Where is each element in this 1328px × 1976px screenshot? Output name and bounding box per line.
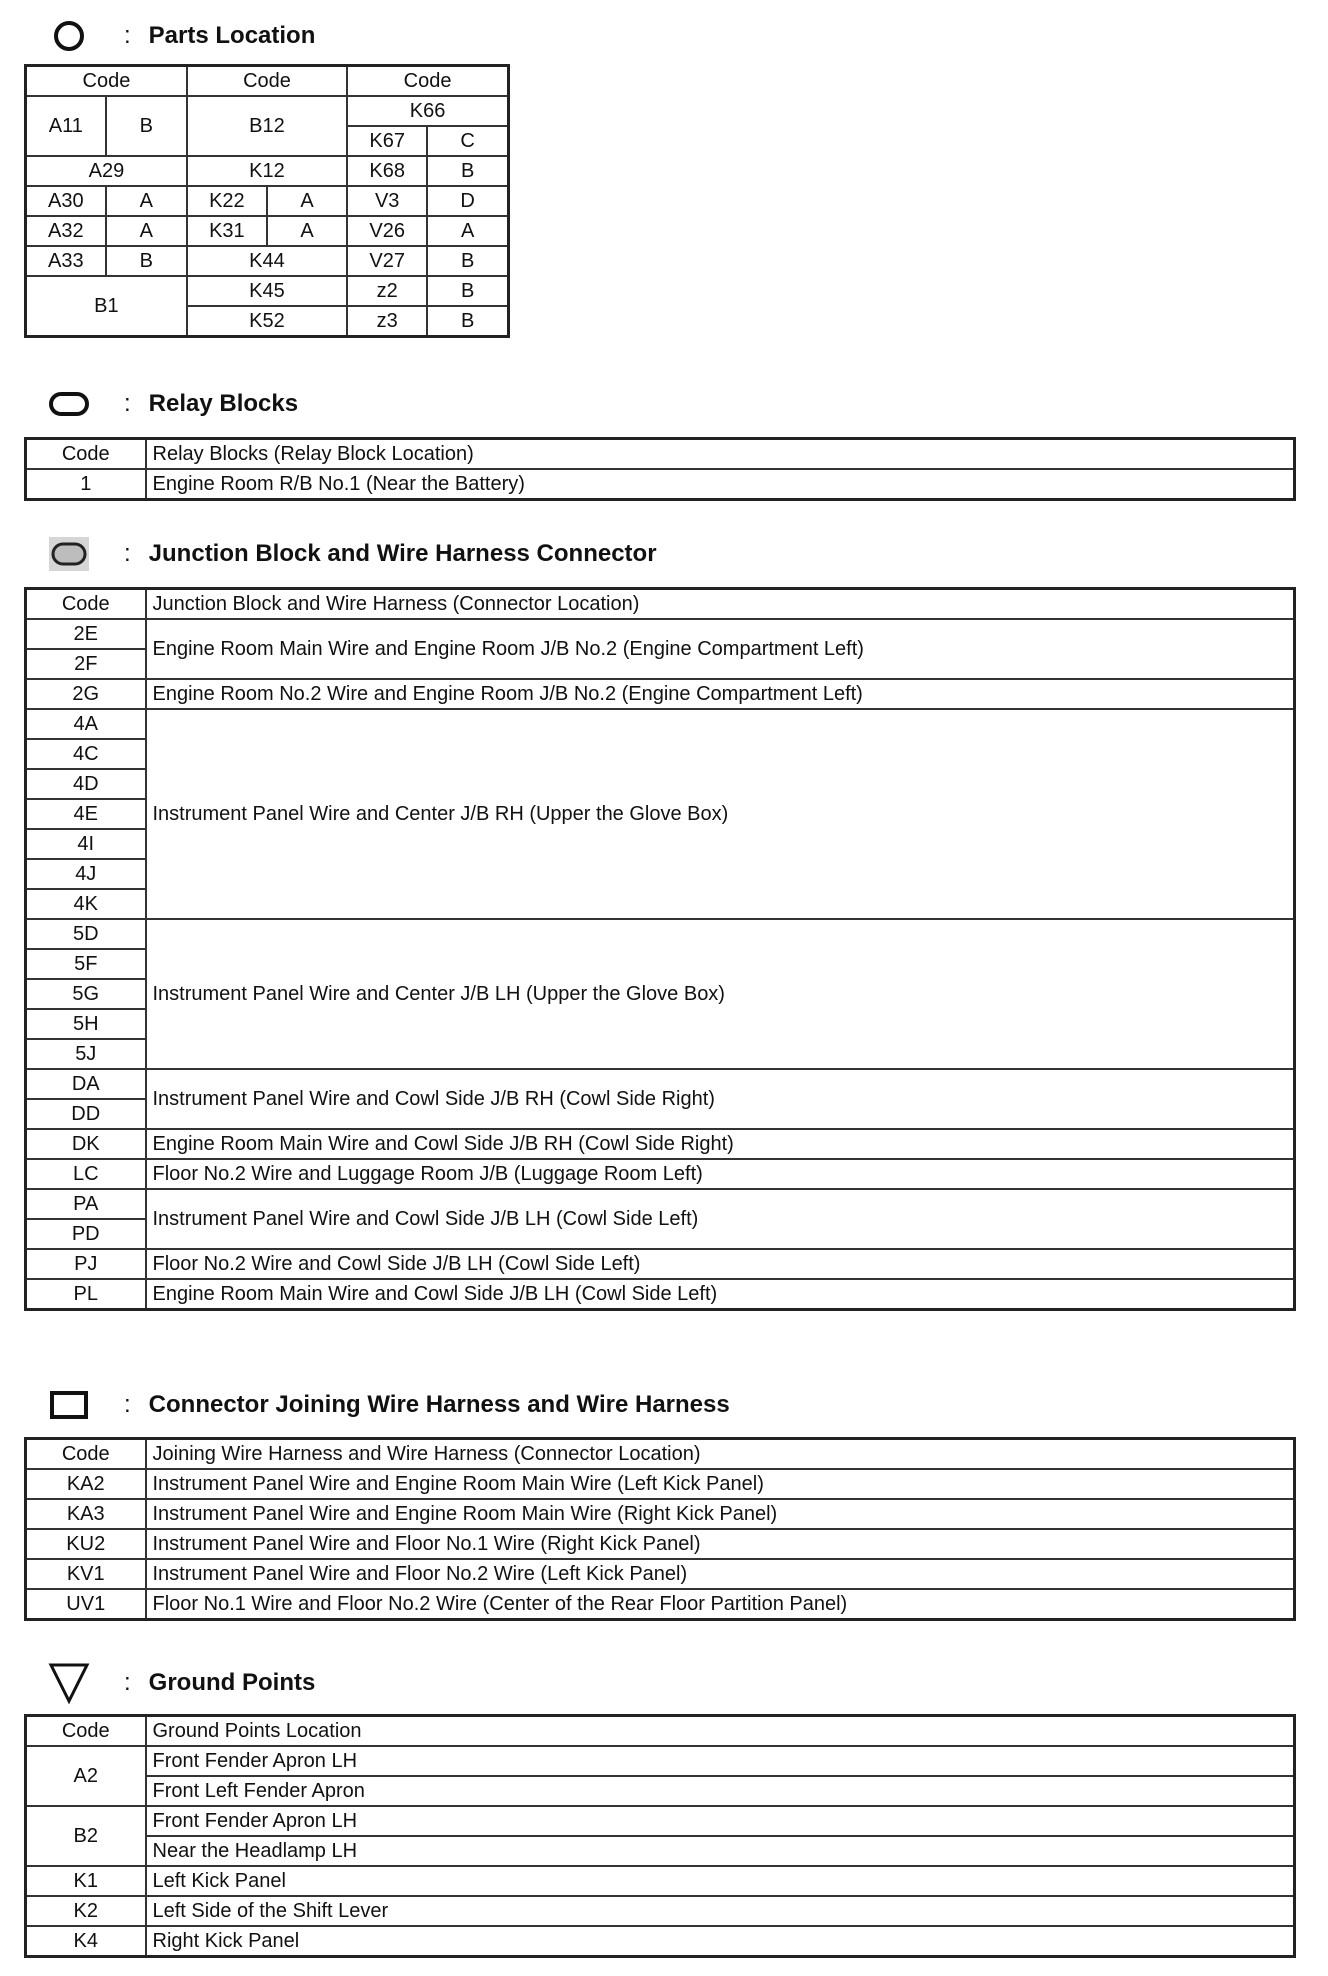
value-cell: A: [106, 186, 187, 216]
value-cell: B: [427, 246, 508, 276]
parts-location-heading: [48, 18, 315, 54]
table-row: [26, 1926, 1295, 1957]
table-row: [26, 619, 1295, 649]
value-cell: C: [427, 126, 508, 156]
relay-blocks-heading: [48, 386, 298, 422]
code-cell: LC: [26, 1159, 146, 1189]
code-cell: DA: [26, 1069, 146, 1099]
table-row: [26, 156, 509, 186]
table-row: [26, 1279, 1295, 1310]
table-row: [26, 679, 1295, 709]
location-cell: Instrument Panel Wire and Engine Room Main Wire (Left Kick Panel): [146, 1469, 1295, 1499]
code-cell: 5D: [26, 919, 146, 949]
code-cell: K45: [187, 276, 347, 306]
table-row: [26, 1559, 1295, 1589]
value-cell: D: [427, 186, 508, 216]
code-cell: 2E: [26, 619, 146, 649]
colon: :: [124, 390, 131, 417]
table-row: [26, 1589, 1295, 1620]
table-row: [26, 1866, 1295, 1896]
value-cell: A: [106, 216, 187, 246]
code-cell: z2: [347, 276, 427, 306]
code-cell: 4E: [26, 799, 146, 829]
table-row: [26, 709, 1295, 739]
code-cell: A30: [26, 186, 106, 216]
code-cell: 4I: [26, 829, 146, 859]
location-cell: Engine Room No.2 Wire and Engine Room J/B No.2 (Engine Compartment Left): [146, 679, 1295, 709]
location-cell: Instrument Panel Wire and Floor No.2 Wire (Left Kick Panel): [146, 1559, 1295, 1589]
location-cell: Right Kick Panel: [146, 1926, 1295, 1957]
section-title: Relay Blocks: [148, 390, 299, 417]
location-cell: Left Kick Panel: [146, 1866, 1295, 1896]
connector-joining-table: [24, 1437, 1296, 1621]
header-cell: Code: [26, 439, 146, 470]
code-cell: PD: [26, 1219, 146, 1249]
location-cell: Left Side of the Shift Lever: [146, 1896, 1295, 1926]
triangle-icon: [48, 1661, 90, 1705]
code-cell: A29: [26, 156, 187, 186]
header-cell: Junction Block and Wire Harness (Connector Location): [146, 589, 1295, 620]
value-cell: A: [267, 216, 347, 246]
table-header-row: [26, 66, 509, 97]
table-row: [26, 1189, 1295, 1219]
table-row: [26, 1896, 1295, 1926]
connector-joining-heading: [48, 1387, 730, 1423]
header-cell: Code: [26, 66, 187, 97]
header-cell: Code: [187, 66, 347, 97]
code-cell: K31: [187, 216, 267, 246]
ground-points-heading: [48, 1661, 315, 1705]
location-cell: Floor No.1 Wire and Floor No.2 Wire (Center of the Rear Floor Partition Panel): [146, 1589, 1295, 1620]
table-row: [26, 1499, 1295, 1529]
rectangle-icon: [48, 1387, 90, 1423]
location-cell: Floor No.2 Wire and Luggage Room J/B (Luggage Room Left): [146, 1159, 1295, 1189]
code-cell: 5J: [26, 1039, 146, 1069]
code-cell: PA: [26, 1189, 146, 1219]
code-cell: DD: [26, 1099, 146, 1129]
code-cell: K66: [347, 96, 508, 126]
code-cell: V26: [347, 216, 427, 246]
code-cell: K67: [347, 126, 427, 156]
table-row: [26, 1469, 1295, 1499]
table-row: [26, 186, 509, 216]
value-cell: B: [427, 276, 508, 306]
location-cell: Engine Room R/B No.1 (Near the Battery): [146, 469, 1295, 500]
location-cell: Engine Room Main Wire and Cowl Side J/B RH (Cowl Side Right): [146, 1129, 1295, 1159]
colon: :: [124, 540, 131, 567]
value-cell: B: [106, 96, 187, 156]
code-cell: V27: [347, 246, 427, 276]
table-row: [26, 276, 509, 306]
table-row: [26, 1129, 1295, 1159]
code-cell: A32: [26, 216, 106, 246]
table-row: [26, 919, 1295, 949]
shaded-oval-icon: [48, 536, 90, 572]
code-cell: 4D: [26, 769, 146, 799]
location-cell: Instrument Panel Wire and Cowl Side J/B RH (Cowl Side Right): [146, 1069, 1295, 1129]
location-cell: Instrument Panel Wire and Floor No.1 Wire (Right Kick Panel): [146, 1529, 1295, 1559]
junction-block-heading: [48, 536, 657, 572]
table-row: [26, 1836, 1295, 1866]
header-cell: Code: [26, 1439, 146, 1470]
section-title: Connector Joining Wire Harness and Wire Harness: [148, 1391, 730, 1418]
location-cell: Floor No.2 Wire and Cowl Side J/B LH (Cowl Side Left): [146, 1249, 1295, 1279]
value-cell: A: [427, 216, 508, 246]
code-cell: K68: [347, 156, 427, 186]
code-cell: 2G: [26, 679, 146, 709]
header-cell: Ground Points Location: [146, 1716, 1295, 1747]
code-cell: B12: [187, 96, 347, 156]
code-cell: K4: [26, 1926, 146, 1957]
code-cell: 5H: [26, 1009, 146, 1039]
code-cell: KA2: [26, 1469, 146, 1499]
junction-block-table: [24, 587, 1296, 1311]
code-cell: K22: [187, 186, 267, 216]
location-cell: Instrument Panel Wire and Engine Room Main Wire (Right Kick Panel): [146, 1499, 1295, 1529]
location-cell: Engine Room Main Wire and Cowl Side J/B LH (Cowl Side Left): [146, 1279, 1295, 1310]
code-cell: KA3: [26, 1499, 146, 1529]
location-cell: Front Left Fender Apron: [146, 1776, 1295, 1806]
code-cell: DK: [26, 1129, 146, 1159]
header-cell: Joining Wire Harness and Wire Harness (Connector Location): [146, 1439, 1295, 1470]
table-header-row: [26, 439, 1295, 470]
code-cell: K44: [187, 246, 347, 276]
code-cell: PL: [26, 1279, 146, 1310]
code-cell: A2: [26, 1746, 146, 1806]
code-cell: K1: [26, 1866, 146, 1896]
code-cell: 4J: [26, 859, 146, 889]
code-cell: z3: [347, 306, 427, 337]
circle-icon: [48, 18, 90, 54]
colon: :: [124, 22, 131, 49]
table-row: [26, 1746, 1295, 1776]
table-row: [26, 469, 1295, 500]
location-cell: Front Fender Apron LH: [146, 1806, 1295, 1836]
table-row: [26, 1776, 1295, 1806]
section-title: Junction Block and Wire Harness Connector: [148, 540, 657, 567]
table-row: [26, 216, 509, 246]
colon: :: [124, 1669, 131, 1696]
section-title: Ground Points: [148, 1669, 316, 1696]
parts-location-table: [24, 64, 510, 338]
code-cell: 4C: [26, 739, 146, 769]
value-cell: B: [106, 246, 187, 276]
location-cell: Near the Headlamp LH: [146, 1836, 1295, 1866]
header-cell: Relay Blocks (Relay Block Location): [146, 439, 1295, 470]
table-row: [26, 246, 509, 276]
header-cell: Code: [26, 589, 146, 620]
header-cell: Code: [347, 66, 508, 97]
table-row: [26, 1249, 1295, 1279]
table-row: [26, 96, 509, 126]
relay-blocks-table: [24, 437, 1296, 501]
value-cell: B: [427, 156, 508, 186]
code-cell: B2: [26, 1806, 146, 1866]
code-cell: KV1: [26, 1559, 146, 1589]
section-title: Parts Location: [148, 22, 316, 49]
code-cell: K52: [187, 306, 347, 337]
code-cell: 5F: [26, 949, 146, 979]
header-cell: Code: [26, 1716, 146, 1747]
location-cell: Instrument Panel Wire and Cowl Side J/B LH (Cowl Side Left): [146, 1189, 1295, 1249]
location-cell: Instrument Panel Wire and Center J/B RH (Upper the Glove Box): [146, 709, 1295, 919]
location-cell: Instrument Panel Wire and Center J/B LH (Upper the Glove Box): [146, 919, 1295, 1069]
code-cell: PJ: [26, 1249, 146, 1279]
code-cell: KU2: [26, 1529, 146, 1559]
code-cell: 2F: [26, 649, 146, 679]
table-header-row: [26, 589, 1295, 620]
location-cell: Engine Room Main Wire and Engine Room J/B No.2 (Engine Compartment Left): [146, 619, 1295, 679]
table-header-row: [26, 1716, 1295, 1747]
code-cell: A33: [26, 246, 106, 276]
code-cell: 4K: [26, 889, 146, 919]
code-cell: 1: [26, 469, 146, 500]
code-cell: 5G: [26, 979, 146, 1009]
oval-icon: [48, 386, 90, 422]
table-row: [26, 1069, 1295, 1099]
table-row: [26, 1529, 1295, 1559]
colon: :: [124, 1391, 131, 1418]
value-cell: A: [267, 186, 347, 216]
code-cell: K12: [187, 156, 347, 186]
code-cell: B1: [26, 276, 187, 337]
value-cell: B: [427, 306, 508, 337]
table-row: [26, 1159, 1295, 1189]
table-row: [26, 1806, 1295, 1836]
code-cell: 4A: [26, 709, 146, 739]
table-header-row: [26, 1439, 1295, 1470]
code-cell: A11: [26, 96, 106, 156]
code-cell: V3: [347, 186, 427, 216]
ground-points-table: [24, 1714, 1296, 1958]
code-cell: K2: [26, 1896, 146, 1926]
location-cell: Front Fender Apron LH: [146, 1746, 1295, 1776]
code-cell: UV1: [26, 1589, 146, 1620]
